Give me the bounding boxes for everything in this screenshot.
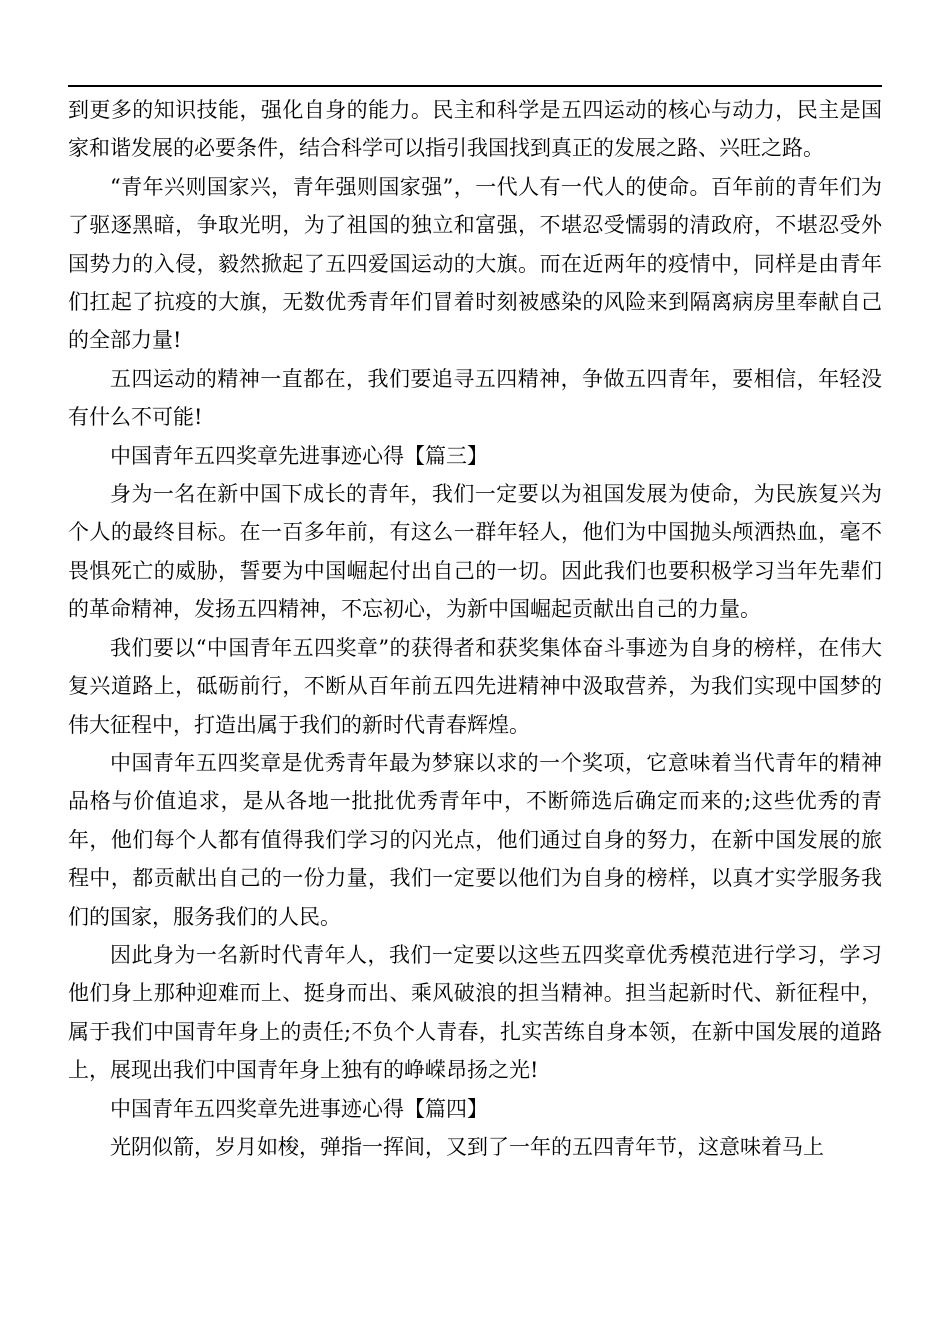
paragraph: 中国青年五四奖章是优秀青年最为梦寐以求的一个奖项，它意味着当代青年的精神品格与价值追求，是从各地一批批优秀青年中，不断筛选后确定而来的;这些优秀的青年，他们每个人都有值得我们学习的闪光点，他们通过自身的努力，在新中国发展的旅程中，都贡献出自己的一份力量，我们一定要以他们为自身的榜样，以真才实学服务我们的国家，服务我们的人民。 [68,750,882,929]
paragraph: 到更多的知识技能，强化自身的能力。民主和科学是五四运动的核心与动力，民主是国家和谐发展的必要条件，结合科学可以指引我国找到真正的发展之路、兴旺之路。 [68,98,882,161]
paragraph: 我们要以“中国青年五四奖章”的获得者和获奖集体奋斗事迹为自身的榜样，在伟大复兴道路上，砥砺前行，不断从百年前五四先进精神中汲取营养，为我们实现中国梦的伟大征程中，打造出属于我们的新时代青春辉煌。 [68,635,882,737]
paragraph: 光阴似箭，岁月如梭，弹指一挥间，又到了一年的五四青年节，这意味着马上 [110,1134,824,1159]
header-rule [68,85,882,87]
paragraph: 因此身为一名新时代青年人，我们一定要以这些五四奖章优秀模范进行学习，学习他们身上那种迎难而上、挺身而出、乘风破浪的担当精神。担当起新时代、新征程中，属于我们中国青年身上的责任;不负个人青春，扎实苦练自身本领，在新中国发展的道路上，展现出我们中国青年身上独有的峥嵘昂扬之光! [68,942,882,1083]
paragraph: “青年兴则国家兴，青年强则国家强”，一代人有一代人的使命。百年前的青年们为了驱逐黑暗，争取光明，为了祖国的独立和富强，不堪忍受懦弱的清政府，不堪忍受外国势力的入侵，毅然掀起了五四爱国运动的大旗。而在近两年的疫情中，同样是由青年们扛起了抗疫的大旗，无数优秀青年们冒着时刻被感染的风险来到隔离病房里奉献自己的全部力量! [68,174,882,353]
section-heading: 中国青年五四奖章先进事迹心得【篇三】 [110,443,488,468]
paragraph: 身为一名在新中国下成长的青年，我们一定要以为祖国发展为使命，为民族复兴为个人的最终目标。在一百多年前，有这么一群年轻人，他们为中国抛头颅洒热血，毫不畏惧死亡的威胁，誓要为中国崛起付出自己的一切。因此我们也要积极学习当年先辈们的革命精神，发扬五四精神，不忘初心，为新中国崛起贡献出自己的力量。 [68,482,882,622]
document-body [68,91,882,1166]
section-heading: 中国青年五四奖章先进事迹心得【篇四】 [110,1096,488,1121]
paragraph: 五四运动的精神一直都在，我们要追寻五四精神，争做五四青年，要相信，年轻没有什么不可能! [68,366,882,430]
